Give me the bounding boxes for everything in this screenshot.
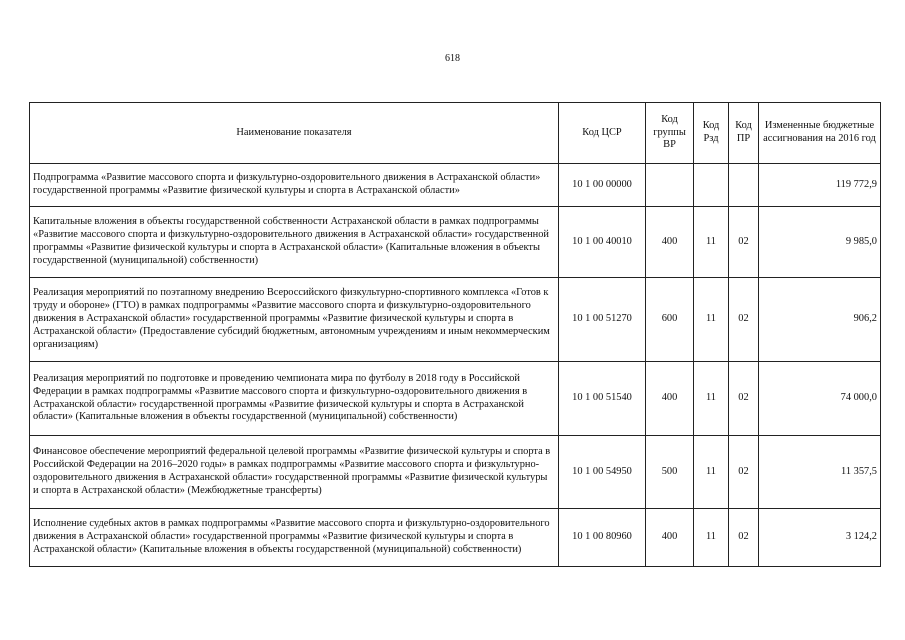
row-vr: 600: [646, 278, 694, 362]
row-rzd: [694, 164, 729, 207]
header-pr: Код ПР: [729, 103, 759, 164]
table-row: [30, 278, 881, 362]
table-row: [30, 436, 881, 509]
row-amount: 906,2: [759, 278, 881, 362]
row-amount: 74 000,0: [759, 362, 881, 436]
row-csr: 10 1 00 51270: [559, 278, 646, 362]
row-vr: [646, 164, 694, 207]
row-csr: 10 1 00 00000: [559, 164, 646, 207]
row-pr: 02: [729, 509, 759, 567]
row-amount: 9 985,0: [759, 207, 881, 278]
table-row: [30, 164, 881, 207]
row-rzd: 11: [694, 436, 729, 509]
row-name: Подпрограмма «Развитие массового спорта и физкультурно-оздоровительного движения в Астраханской области» государственной программы «Развитие физической культуры и спорта в Астраханской области»: [30, 164, 559, 207]
row-pr: [729, 164, 759, 207]
header-rzd: Код Рзд: [694, 103, 729, 164]
row-vr: 400: [646, 207, 694, 278]
row-amount: 119 772,9: [759, 164, 881, 207]
row-name: Исполнение судебных актов в рамках подпрограммы «Развитие массового спорта и физкультурно-оздоровительного движения в Астраханской области» государственной программы «Развитие физической культуры и спорта в Астраханской области» (Капитальные вложения в объекты государственной (муниципальной) собственности): [30, 509, 559, 567]
row-vr: 400: [646, 362, 694, 436]
row-csr: 10 1 00 80960: [559, 509, 646, 567]
row-name: Финансовое обеспечение мероприятий федеральной целевой программы «Развитие физической культуры и спорта в Российской Федерации на 2016–2020 годы» в рамках подпрограммы «Развитие массового спорта и физкультурно-оздоровительного движения в Астраханской области» государственной программы «Развитие физической культуры и спорта в Астраханской области» (Межбюджетные трансферты): [30, 436, 559, 509]
table-row: [30, 509, 881, 567]
table-header-row: [30, 103, 881, 164]
row-pr: 02: [729, 207, 759, 278]
row-rzd: 11: [694, 278, 729, 362]
row-csr: 10 1 00 54950: [559, 436, 646, 509]
row-amount: 11 357,5: [759, 436, 881, 509]
row-rzd: 11: [694, 509, 729, 567]
row-vr: 500: [646, 436, 694, 509]
row-vr: 400: [646, 509, 694, 567]
row-name: Реализация мероприятий по поэтапному внедрению Всероссийского физкультурно-спортивного комплекса «Готов к труду и обороне» (ГТО) в рамках подпрограммы «Развитие массового спорта и физкультурно-оздоровительного движения в Астраханской области» государственной программы «Развитие физической культуры и спорта в Астраханской области» (Предоставление субсидий бюджетным, автономным учреждениям и иным некоммерческим организациям): [30, 278, 559, 362]
row-csr: 10 1 00 51540: [559, 362, 646, 436]
row-name: Капитальные вложения в объекты государственной собственности Астраханской области в рамках подпрограммы «Развитие массового спорта и физкультурно-оздоровительного движения в Астраханской области» государственной программы «Развитие физической культуры и спорта в Астраханской области» (Капитальные вложения в объекты государственной (муниципальной) собственности): [30, 207, 559, 278]
row-pr: 02: [729, 436, 759, 509]
row-name: Реализация мероприятий по подготовке и проведению чемпионата мира по футболу в 2018 году в Российской Федерации в рамках подпрограммы «Развитие массового спорта и физкультурно-оздоровительного движения в Астраханской области» государственной программы «Развитие физической культуры и спорта в Астраханской области» (Капитальные вложения в объекты государственной (муниципальной) собственности): [30, 362, 559, 436]
page-number: 618: [445, 53, 460, 64]
row-pr: 02: [729, 278, 759, 362]
header-amount: Измененные бюджетные ассигнования на 2016 год: [759, 103, 881, 164]
table-row: [30, 362, 881, 436]
row-rzd: 11: [694, 362, 729, 436]
row-rzd: 11: [694, 207, 729, 278]
table-row: [30, 207, 881, 278]
row-amount: 3 124,2: [759, 509, 881, 567]
budget-table: [29, 102, 881, 567]
row-pr: 02: [729, 362, 759, 436]
header-name: Наименование показателя: [30, 103, 559, 164]
header-vr: Код группы ВР: [646, 103, 694, 164]
row-csr: 10 1 00 40010: [559, 207, 646, 278]
header-csr: Код ЦСР: [559, 103, 646, 164]
